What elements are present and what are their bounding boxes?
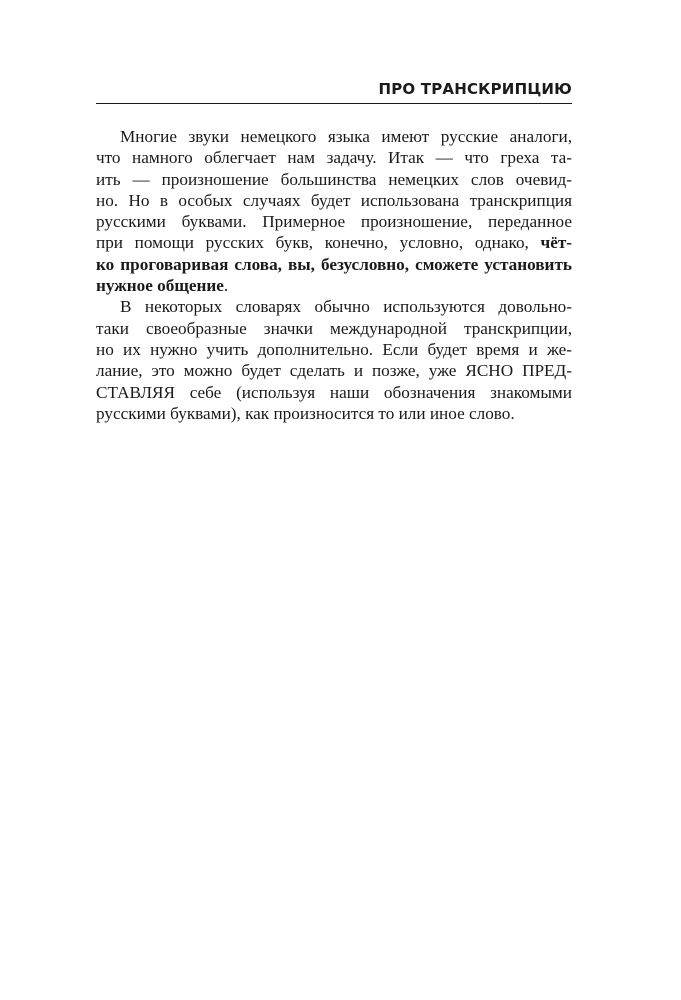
line-text: при помощи русских букв, конечно, условно, однако,: [96, 233, 529, 253]
paragraph-1: [96, 126, 572, 296]
paragraph-2: [96, 296, 572, 424]
line-text: СТАВЛЯЯ себе (используя наши обозначения знакомыми: [96, 382, 572, 402]
text-line: [96, 339, 572, 360]
body-text: [96, 126, 572, 424]
line-text: В некоторых словарях обычно используются довольно-: [120, 297, 572, 317]
line-text: Многие звуки немецкого языка имеют русские аналоги,: [120, 127, 572, 146]
line-text: русскими буквами), как произносится то или иное слово.: [96, 403, 515, 423]
text-line: [96, 190, 572, 211]
text-line: [96, 275, 572, 296]
line-text: ить — произношение большинства немецких слов очевид-: [96, 169, 572, 189]
text-line: [96, 296, 572, 317]
text-line: [96, 232, 572, 253]
line-text: русскими буквами. Примерное произношение, переданное: [96, 212, 572, 232]
line-text: но их нужно учить дополнительно. Если будет время и же-: [96, 339, 572, 359]
line-text: лание, это можно будет сделать и позже, уже ЯСНО ПРЕД-: [96, 361, 572, 381]
emphasis-text: чёт-: [540, 233, 573, 253]
line-text: что намного облегчает нам задачу. Итак — что греха та-: [96, 148, 572, 168]
text-line: [96, 382, 572, 403]
text-line: [96, 254, 572, 275]
text-line: [96, 318, 572, 339]
line-text: но. Но в особых случаях будет использована транскрипция: [96, 190, 572, 210]
text-line: [96, 211, 572, 232]
running-head-title: ПРО ТРАНСКРИПЦИЮ: [378, 80, 572, 98]
header-rule: [96, 103, 572, 104]
text-line: [96, 360, 572, 381]
text-line: [96, 126, 572, 147]
line-text: таки своеобразные значки международной транскрипции,: [96, 318, 572, 338]
text-line: [96, 403, 572, 424]
emphasis-text: нужное общение: [96, 276, 224, 296]
text-line: [96, 169, 572, 190]
emphasis-text: ко проговаривая слова, вы, безусловно, сможете установить: [96, 254, 572, 274]
text-line: [96, 147, 572, 168]
line-text: .: [223, 276, 229, 296]
